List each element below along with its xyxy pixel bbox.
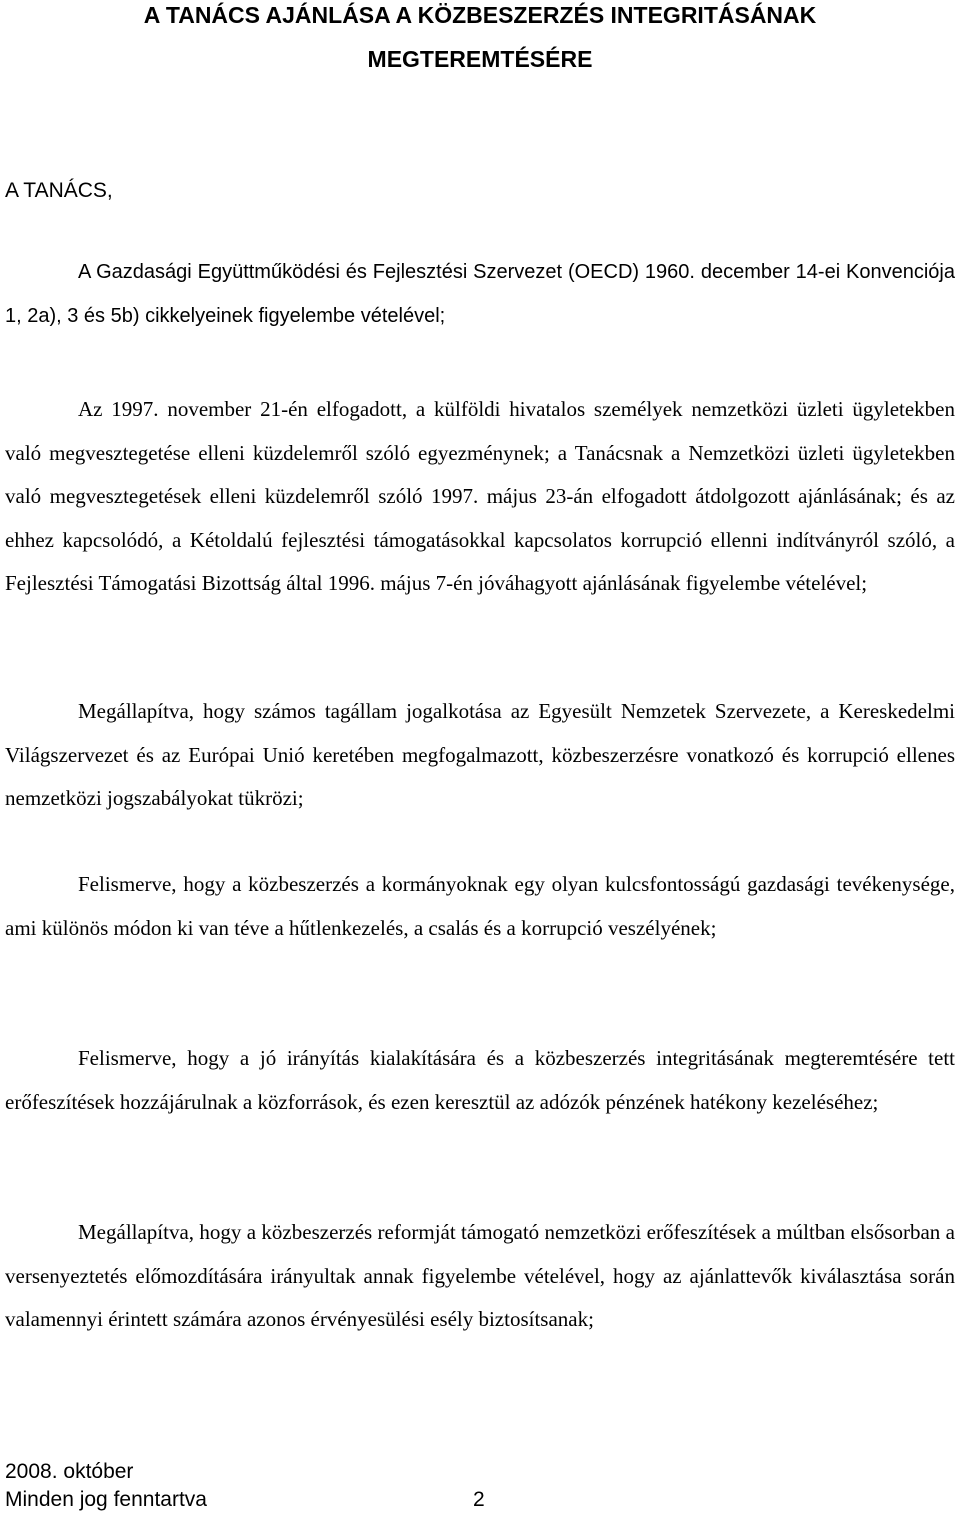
document-title-line1: A TANÁCS AJÁNLÁSA A KÖZBESZERZÉS INTEGRITÁSÁNAK bbox=[143, 2, 817, 28]
footer-date: 2008. október bbox=[5, 1460, 134, 1483]
council-heading: A TANÁCS, bbox=[5, 179, 113, 202]
page-number: 2 bbox=[473, 1488, 485, 1511]
paragraph-oecd-convention: A Gazdasági Együttműködési és Fejlesztési Szervezet (OECD) 1960. december 14-ei Konvenciója 1, 2a), 3 és 5b) cikkelyeinek figyelembe vételével; bbox=[5, 261, 955, 327]
document-title-line2: MEGTEREMTÉSÉRE bbox=[367, 46, 593, 72]
paragraph-bribery-convention: Az 1997. november 21-én elfogadott, a külföldi hivatalos személyek nemzetközi üzleti ügyletekben való megvesztegetése elleni küzdelemről szóló egyezménynek; a Tanácsnak a Nemzetközi üzleti ügyletekben való megvesztegetések elleni küzdelemről szóló 1997. május 23-án elfogadott átdolgozott ajánlásának; és az ehhez kapcsolódó, a Kétoldalú fejlesztési támogatásokkal kapcsolatos korrupció ellenni indítványról szóló, a Fejlesztési Támogatási Bizottság által 1996. május 7-én jóváhagyott ajánlásának figyelembe vételével; bbox=[5, 397, 955, 595]
paragraph-member-legislation: Megállapítva, hogy számos tagállam jogalkotása az Egyesült Nemzetek Szervezete, a Kereskedelmi Világszervezet és az Európai Unió keretében megfogalmazott, közbeszerzésre vonatkozó és korrupció ellenes nemzetközi jogszabályokat tükrözi; bbox=[5, 699, 955, 810]
paragraph-reform-efforts: Megállapítva, hogy a közbeszerzés reformját támogató nemzetközi erőfeszítések a múltban elsősorban a versenyeztetés előmozdítására irányultak annak figyelembe vételével, hogy az ajánlattevők kiválasztása során valamennyi érintett számára azonos érvényesülési esély biztosítsanak; bbox=[5, 1220, 955, 1331]
paragraph-procurement-risk: Felismerve, hogy a közbeszerzés a kormányoknak egy olyan kulcsfontosságú gazdasági tevékenysége, ami különös módon ki van téve a hűtlenkezelés, a csalás és a korrupció veszélyének; bbox=[5, 872, 955, 940]
footer-rights: Minden jog fenntartva bbox=[5, 1488, 207, 1511]
paragraph-good-governance: Felismerve, hogy a jó irányítás kialakítására és a közbeszerzés integritásának megteremtésére tett erőfeszítések hozzájárulnak a közforrások, és ezen keresztül az adózók pénzének hatékony kezeléséhez; bbox=[5, 1046, 955, 1114]
